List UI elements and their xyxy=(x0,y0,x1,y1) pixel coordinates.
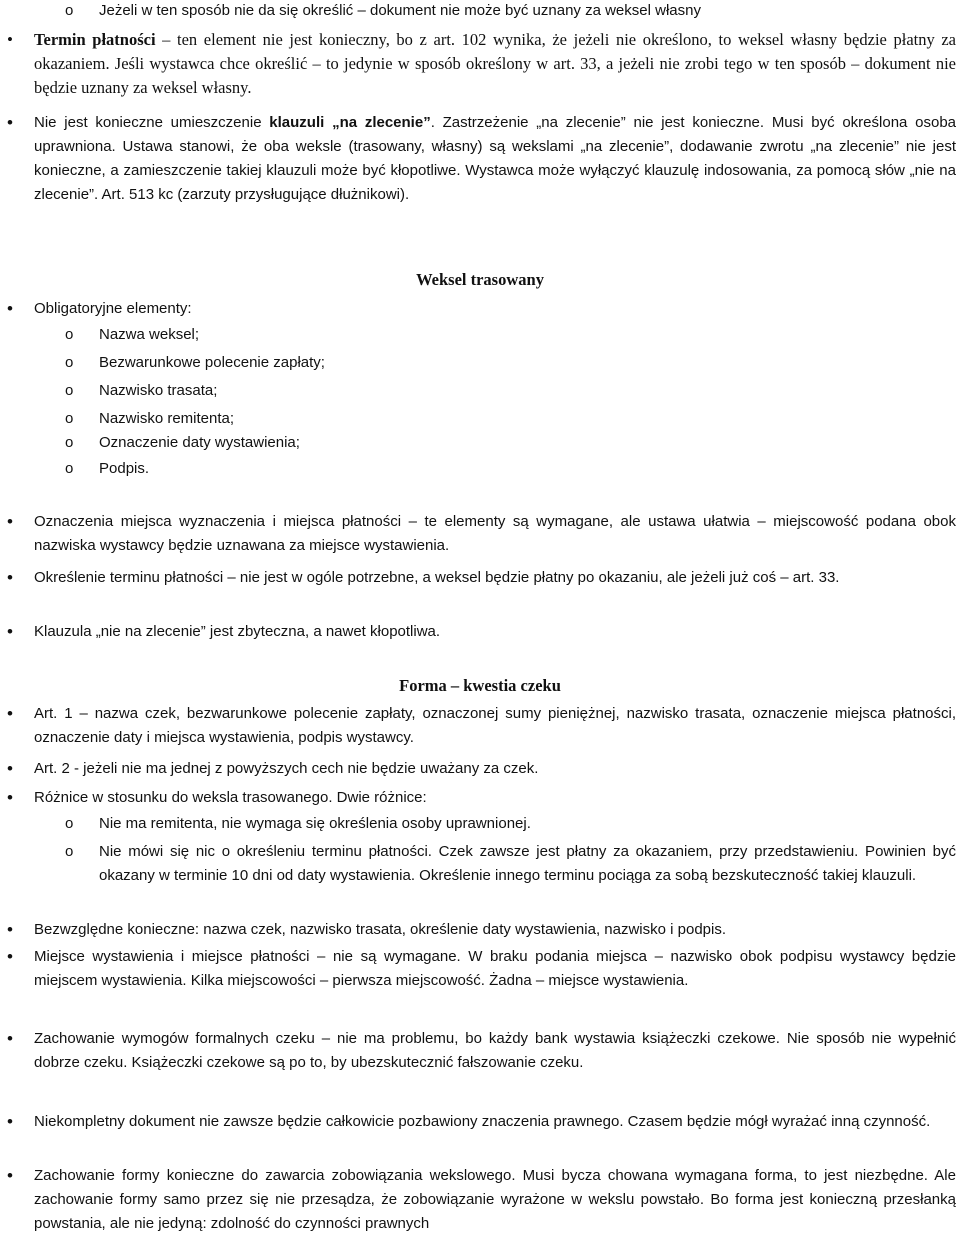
heading-weksel-trasowany: Weksel trasowany xyxy=(416,270,544,289)
bullet-bezwzgledne: • Bezwzględne konieczne: nazwa czek, nazwisko trasata, określenie daty wystawienia, nazwisko i podpis. xyxy=(34,918,956,942)
sub-item-obligatoryjne: o Oznaczenie daty wystawienia; xyxy=(99,431,956,455)
bullet-zachowanie-formy: • Zachowanie formy konieczne do zawarcia zobowiązania wekslowego. Musi bycza chowana wymagana forma, to jest niezbędne. Ale zachowanie formy samo przez się nie przesądza, że zobowiązanie wyrażone w wekslu powstało. Bo forma jest konieczną przesłanką powstania, ale nie jedyną: zdolność do czynności prawnych xyxy=(34,1164,956,1236)
bullet-oznaczenia-miejsca: • Oznaczenia miejsca wyznaczenia i miejsca płatności – te elementy są wymagane, ale ustawa ułatwia – miejscowość podana obok nazwiska wystawcy będzie uznawana za miejsce wystawienia. xyxy=(34,510,956,558)
bullet-klauzula xyxy=(34,111,956,207)
term-termin-platnosci: Termin płatności xyxy=(34,30,156,49)
bullet-art-2: • Art. 2 - jeżeli nie ma jednej z powyższych cech nie będzie uważany za czek. xyxy=(34,757,956,781)
klauzula-post: . Zastrzeżenie „na zlecenie” nie jest konieczne. Musi być określona osoba uprawniona. Ustawa stanowi, że oba weksle (trasowany, własny) są wekslami „na zlecenie”, dodawanie zwrotu „na zlecenie” nie jest konieczne, a zamieszczenie takiej klauzuli może być kłopotliwe. Wystawca może wyłączyć klauzulę indosowania, za pomocą słów „nie na zlecenie”. Art. 513 kc (zarzuty przysługujące dłużnikowi). xyxy=(34,114,957,203)
bullet-roznice: • Różnice w stosunku do weksla trasowanego. Dwie różnice: xyxy=(34,786,956,810)
sub-item-obligatoryjne: o Nazwa weksel; xyxy=(99,323,956,347)
bullet-niekompletny: • Niekompletny dokument nie zawsze będzie całkowicie pozbawiony znaczenia prawnego. Czasem będzie mógł wyrażać inną czynność. xyxy=(34,1110,956,1134)
sub-item-obligatoryjne: o Podpis. xyxy=(99,457,956,481)
sub-item-roznica: o Nie ma remitenta, nie wymaga się określenia osoby uprawnionej. xyxy=(99,812,956,836)
klauzula-pre: Nie jest konieczne umieszczenie xyxy=(34,114,270,131)
bullet-okreslenie-terminu: • Określenie terminu płatności – nie jest w ogóle potrzebne, a weksel będzie płatny po okazaniu, ale jeżeli już coś – art. 33. xyxy=(34,566,956,590)
bullet-art-1: • Art. 1 – nazwa czek, bezwarunkowe polecenie zapłaty, oznaczonej sumy pieniężnej, nazwisko trasata, oznaczenie miejsca płatności, oznaczenie daty i miejsca wystawienia, podpis wystawcy. xyxy=(34,702,956,750)
sub-item-jezeli: o Jeżeli w ten sposób nie da się określić – dokument nie może być uznany za weksel własny xyxy=(99,0,956,23)
sub-item-obligatoryjne: o Nazwisko remitenta; xyxy=(99,407,956,431)
sub-item-obligatoryjne: o Bezwarunkowe polecenie zapłaty; xyxy=(99,351,956,375)
heading-forma-czeku: Forma – kwestia czeku xyxy=(399,676,561,695)
bullet-miejsce-wystawienia: • Miejsce wystawienia i miejsce płatności – nie są wymagane. W braku podania miejsca – nazwisko obok podpisu wystawcy będzie miejscem wystawienia. Kilka miejscowości – pierwsza miejscowość. Żadna – miejsce wystawienia. xyxy=(34,945,956,993)
termin-platnosci-text: – ten element nie jest konieczny, bo z art. 102 wynika, że jeżeli nie określono, to weksel własny będzie płatny za okazaniem. Jeśli wystawca chce określić – to jedynie w sposób określony w art. 33, a jeżeli nie zrobi tego w ten sposób – dokument nie będzie uznany za weksel własny. xyxy=(34,30,956,97)
bullet-termin-platnosci xyxy=(34,28,956,100)
sub-item-roznica: o Nie mówi się nic o określeniu terminu płatności. Czek zawsze jest płatny za okazaniem, przy przedstawieniu. Powinien być okazany w terminie 10 dni od daty wystawienia. Określenie innego terminu pociąga za sobą bezskuteczność takiej klauzuli. xyxy=(99,840,956,888)
sub-item-obligatoryjne: o Nazwisko trasata; xyxy=(99,379,956,403)
term-klauzula-na-zlecenie: klauzuli „na zlecenie” xyxy=(269,114,431,131)
bullet-obligatoryjne: • Obligatoryjne elementy: xyxy=(34,297,956,321)
bullet-wymogi-formalne: • Zachowanie wymogów formalnych czeku – nie ma problemu, bo każdy bank wystawia książeczki czekowe. Nie sposób nie wypełnić dobrze czeku. Książeczki czekowe są po to, by ubezskutecznić fałszowanie czeku. xyxy=(34,1027,956,1075)
bullet-klauzula-zbyteczna: • Klauzula „nie na zlecenie” jest zbyteczna, a nawet kłopotliwa. xyxy=(34,620,956,644)
